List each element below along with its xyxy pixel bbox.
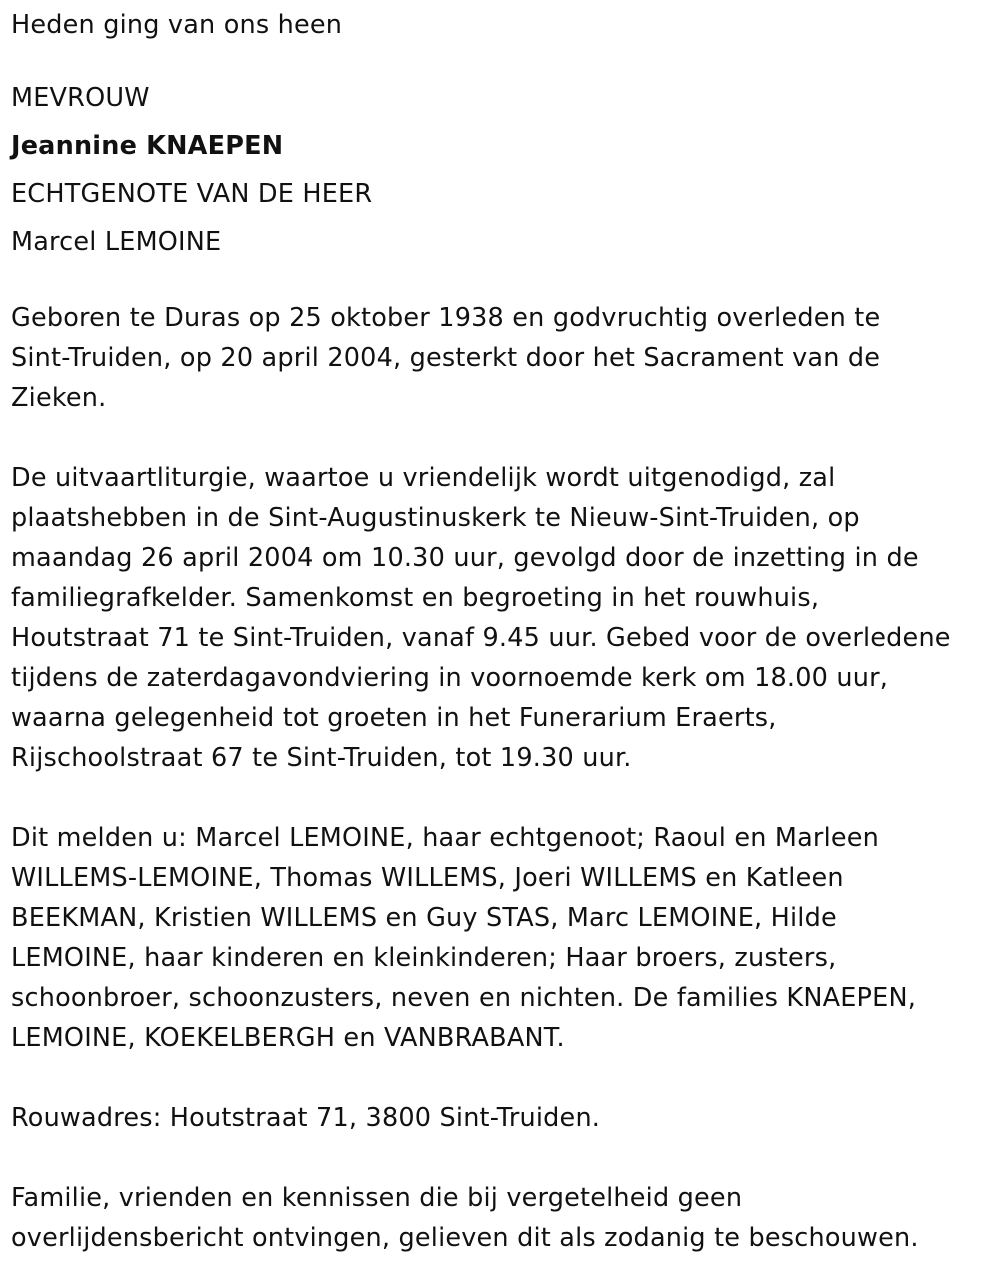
spacer [11, 418, 988, 458]
honorific: MEVROUW [11, 83, 150, 113]
spacer [11, 42, 988, 74]
spacer [11, 778, 988, 818]
funeral-paragraph: De uitvaartliturgie, waartoe u vriendelijk wordt uitgenodigd, zal plaatshebben in de Sint-Augustinuskerk te Nieuw-Sint-Truiden, op maandag 26 april 2004 om 10.30 uur, gevolgd door de inzetting in de familiegrafkelder. Samenkomst en begroeting in het rouwhuis, Houtstraat 71 te Sint-Truiden, vanaf 9.45 uur. Gebed voor de overledene tijdens de zaterdagavondviering in voornoemde kerk om 18.00 uur, waarna gelegenheid tot groeten in het Funerarium Eraerts, Rijschoolstraat 67 te Sint-Truiden, tot 19.30 uur. [11, 463, 951, 773]
birth-death-paragraph: Geboren te Duras op 25 oktober 1938 en godvruchtig overleden te Sint-Truiden, op 20 april 2004, gesterkt door het Sacrament van de Zieken. [11, 303, 881, 413]
intro-line: Heden ging van ons heen [11, 10, 343, 40]
spacer [11, 1058, 988, 1098]
spacer [11, 1138, 988, 1178]
address-paragraph: Rouwadres: Houtstraat 71, 3800 Sint-Truiden. [11, 1103, 601, 1133]
relation-line: ECHTGENOTE VAN DE HEER [11, 179, 373, 209]
closing-paragraph: Familie, vrienden en kennissen die bij vergetelheid geen overlijdensbericht ontvingen, gelieven dit als zodanig te beschouwen. [11, 1183, 919, 1253]
deceased-name: Jeannine KNAEPEN [11, 131, 284, 161]
family-paragraph: Dit melden u: Marcel LEMOINE, haar echtgenoot; Raoul en Marleen WILLEMS-LEMOINE, Thomas WILLEMS, Joeri WILLEMS en Katleen BEEKMAN, Kristien WILLEMS en Guy STAS, Marc LEMOINE, Hilde LEMOINE, haar kinderen en kleinkinderen; Haar broers, zusters, schoonbroer, schoonzusters, neven en nichten. De families KNAEPEN, LEMOINE, KOEKELBERGH en VANBRABANT. [11, 823, 917, 1053]
spouse-name: Marcel LEMOINE [11, 227, 222, 257]
spacer [11, 266, 988, 298]
